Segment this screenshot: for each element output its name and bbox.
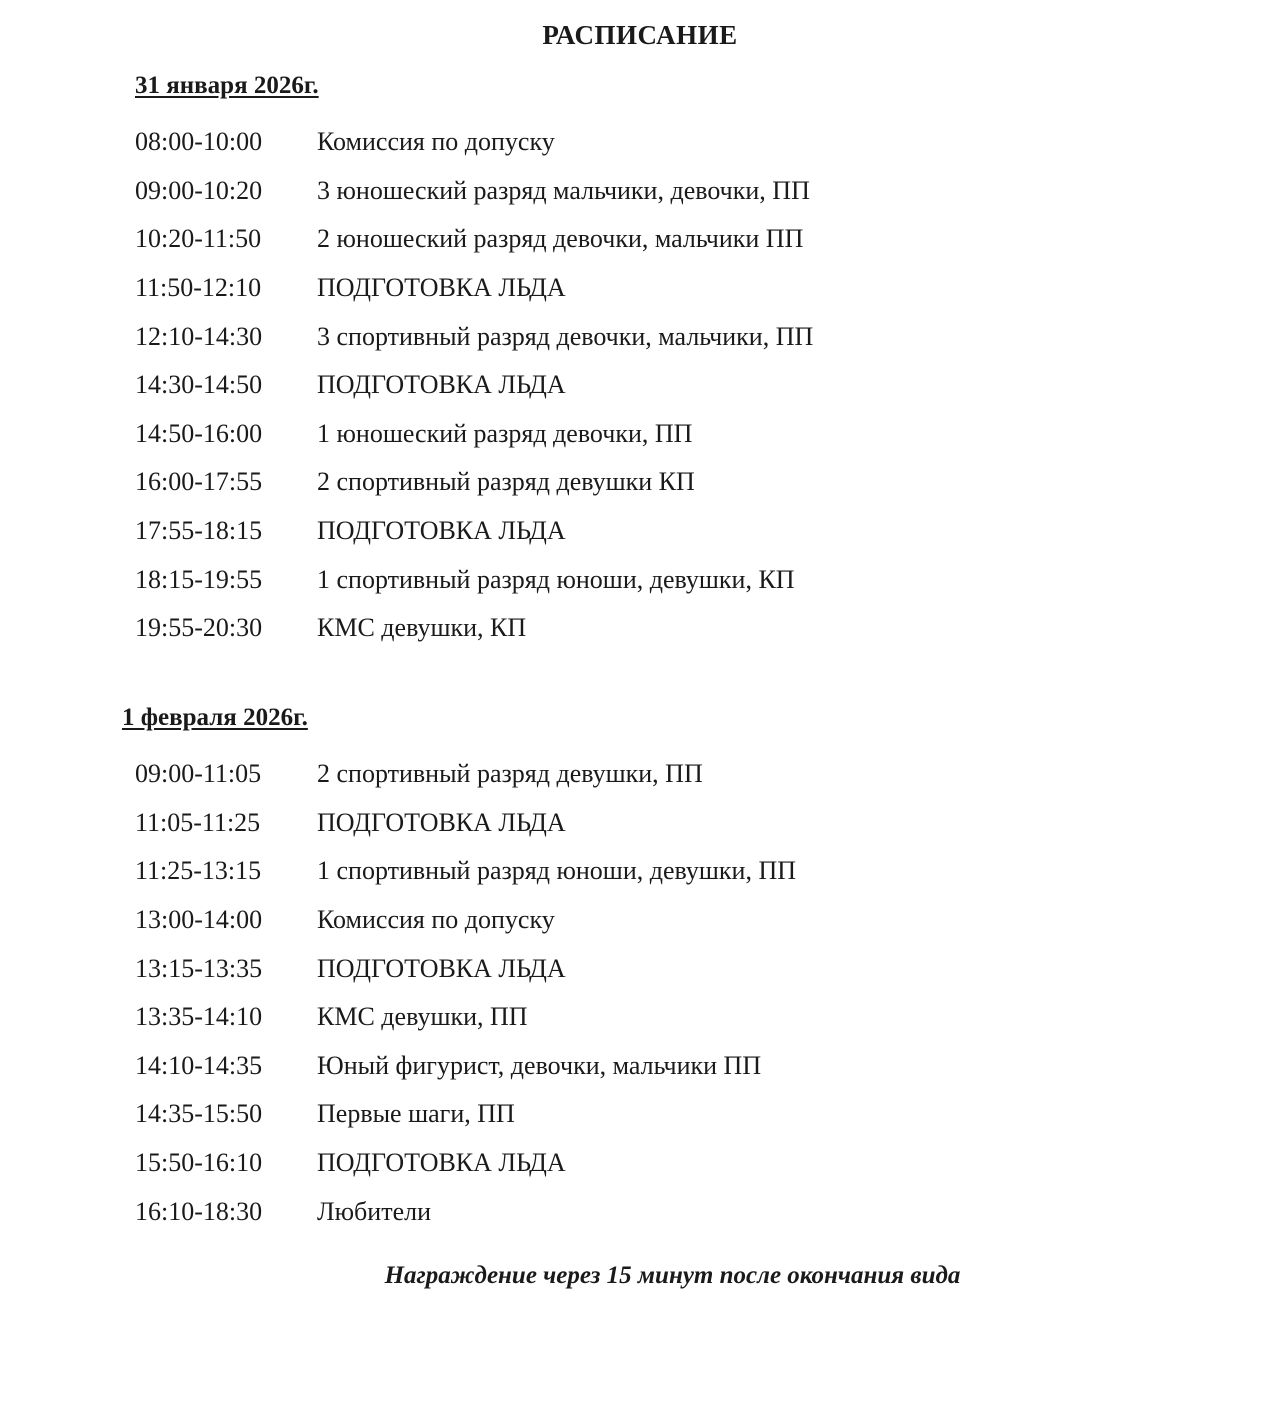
schedule-row	[135, 993, 796, 1042]
event-name: КМС девушки, КП	[317, 613, 527, 643]
schedule-row	[135, 944, 796, 993]
event-time: 15:50-16:10	[135, 1148, 263, 1178]
schedule-row	[135, 312, 813, 361]
schedule-row	[135, 215, 813, 264]
event-time: 08:00-10:00	[135, 127, 263, 157]
event-time: 11:05-11:25	[135, 807, 261, 837]
event-time: 14:50-16:00	[135, 418, 263, 448]
schedule-row	[135, 410, 813, 459]
event-time: 16:10-18:30	[135, 1196, 263, 1226]
event-name: 1 спортивный разряд юноши, девушки, КП	[317, 564, 795, 594]
schedule-row	[135, 1187, 796, 1236]
schedule-row	[135, 555, 813, 604]
event-name: 3 юношеский разряд мальчики, девочки, ПП	[317, 175, 810, 205]
schedule-row	[135, 1139, 796, 1188]
event-name: 2 юношеский разряд девочки, мальчики ПП	[317, 224, 804, 254]
schedule-row	[135, 167, 813, 216]
event-name: КМС девушки, ПП	[317, 1002, 528, 1032]
awards-note: Награждение через 15 минут после окончания вида	[384, 1262, 961, 1289]
event-name: ПОДГОТОВКА ЛЬДА	[317, 953, 566, 983]
event-name: ПОДГОТОВКА ЛЬДА	[317, 370, 566, 400]
event-time: 14:10-14:35	[135, 1050, 263, 1080]
event-time: 11:25-13:15	[135, 856, 262, 886]
schedule-row	[135, 604, 813, 653]
day-date: 31 января 2026г.	[135, 72, 319, 99]
schedule-list-day-1	[135, 118, 813, 653]
event-name: ПОДГОТОВКА ЛЬДА	[317, 1148, 566, 1178]
event-time: 18:15-19:55	[135, 564, 263, 594]
event-time: 13:00-14:00	[135, 905, 263, 935]
event-time: 09:00-10:20	[135, 175, 263, 205]
event-name: ПОДГОТОВКА ЛЬДА	[317, 807, 566, 837]
schedule-list-day-2	[135, 750, 796, 1236]
page-title: РАСПИСАНИЕ	[542, 20, 738, 50]
event-name: 1 юношеский разряд девочки, ПП	[317, 418, 693, 448]
day-date: 1 февраля 2026г.	[122, 704, 308, 731]
event-time: 19:55-20:30	[135, 613, 263, 643]
event-name: Первые шаги, ПП	[317, 1099, 515, 1129]
schedule-row	[135, 507, 813, 556]
event-name: 1 спортивный разряд юноши, девушки, ПП	[317, 856, 797, 886]
schedule-row	[135, 750, 796, 799]
schedule-row	[135, 361, 813, 410]
event-time: 10:20-11:50	[135, 224, 262, 254]
schedule-row	[135, 118, 813, 167]
event-time: 16:00-17:55	[135, 467, 263, 497]
event-time: 12:10-14:30	[135, 321, 263, 351]
event-name: Комиссия по допуску	[317, 905, 555, 935]
schedule-row	[135, 1042, 796, 1091]
event-name: ПОДГОТОВКА ЛЬДА	[317, 516, 566, 546]
event-name: Комиссия по допуску	[317, 127, 555, 157]
event-name: 2 спортивный разряд девушки КП	[317, 467, 695, 497]
schedule-row	[135, 896, 796, 945]
event-name: 2 спортивный разряд девушки, ПП	[317, 759, 703, 789]
schedule-row	[135, 264, 813, 313]
event-name: Любители	[317, 1196, 431, 1226]
event-time: 13:35-14:10	[135, 1002, 263, 1032]
schedule-row	[135, 458, 813, 507]
schedule-row	[135, 1090, 796, 1139]
schedule-row	[135, 847, 796, 896]
event-time: 14:35-15:50	[135, 1099, 263, 1129]
schedule-row	[135, 799, 796, 848]
event-time: 13:15-13:35	[135, 953, 263, 983]
event-time: 14:30-14:50	[135, 370, 263, 400]
event-time: 17:55-18:15	[135, 516, 263, 546]
event-time: 09:00-11:05	[135, 759, 262, 789]
event-name: ПОДГОТОВКА ЛЬДА	[317, 273, 566, 303]
event-name: 3 спортивный разряд девочки, мальчики, ПП	[317, 321, 814, 351]
event-time: 11:50-12:10	[135, 273, 262, 303]
event-name: Юный фигурист, девочки, мальчики ПП	[317, 1050, 762, 1080]
